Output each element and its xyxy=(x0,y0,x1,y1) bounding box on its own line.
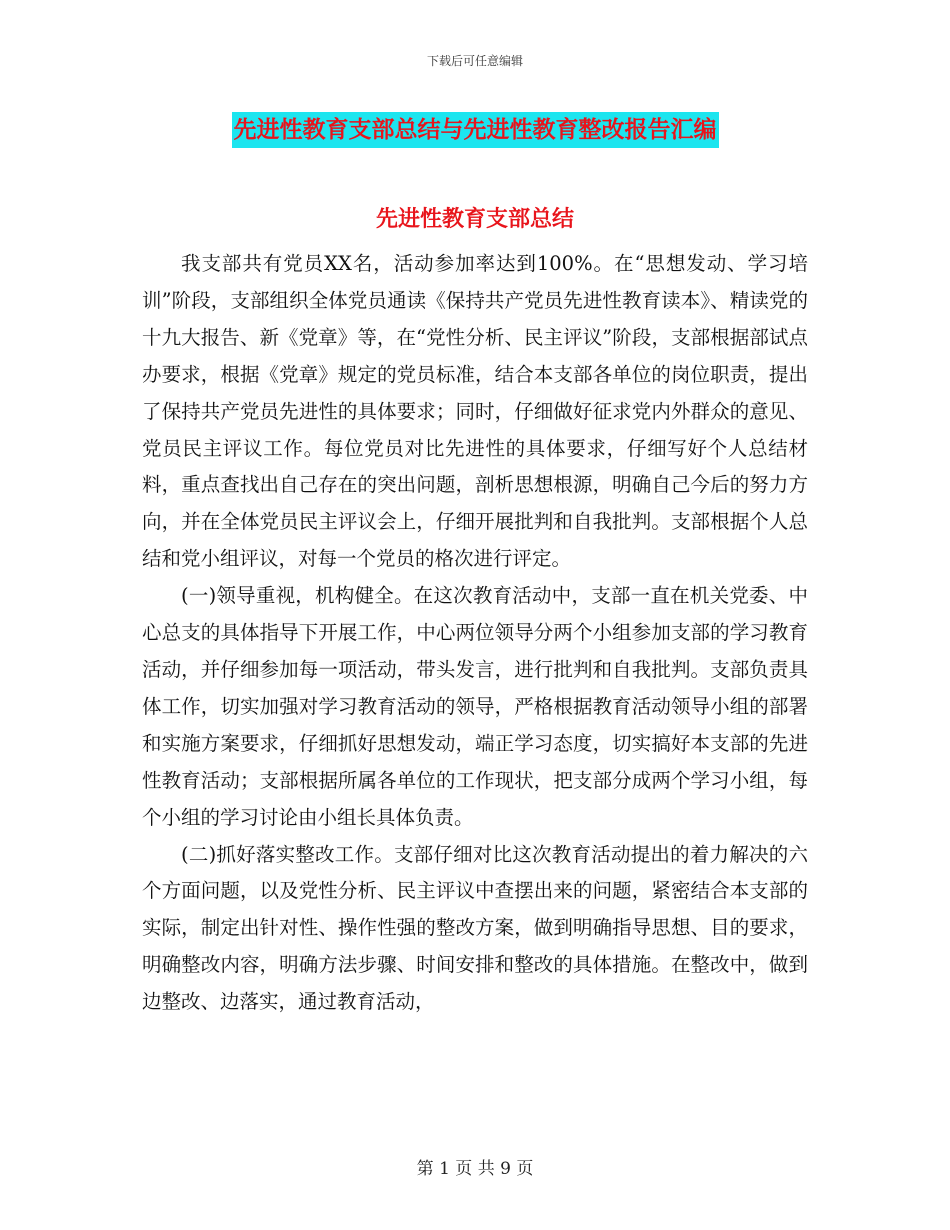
paragraph-1: 我支部共有党员XX名，活动参加率达到100%。在“思想发动、学习培训”阶段，支部组织全体党员通读《保持共产党员先进性教育读本》、精读党的十九大报告、新《党章》等，在“党性分析、民主评议”阶段，支部根据部试点办要求，根据《党章》规定的党员标准，结合本支部各单位的岗位职责，提出了保持共产党员先进性的具体要求；同时，仔细做好征求党内外群众的意见、党员民主评议工作。每位党员对比先进性的具体要求，仔细写好个人总结材料，重点查找出自己存在的突出问题，剖析思想根源，明确自己今后的努力方向，并在全体党员民主评议会上，仔细开展批判和自我批判。支部根据个人总结和党小组评议，对每一个党员的格次进行评定。 xyxy=(142,252,808,571)
document-body xyxy=(142,246,808,1021)
document-title: 先进性教育支部总结与先进性教育整改报告汇编 xyxy=(232,112,719,148)
section-title: 先进性教育支部总结 xyxy=(375,207,574,232)
paragraph-2: (一)领导重视，机构健全。在这次教育活动中，支部一直在机关党委、中心总支的具体指导下开展工作，中心两位领导分两个小组参加支部的学习教育活动，并仔细参加每一项活动，带头发言，进行批判和自我批判。支部负责具体工作，切实加强对学习教育活动的领导，严格根据教育活动领导小组的部署和实施方案要求，仔细抓好思想发动，端正学习态度，切实搞好本支部的先进性教育活动；支部根据所属各单位的工作现状，把支部分成两个学习小组，每个小组的学习讨论由小组长具体负责。 xyxy=(142,584,808,829)
page-footer: 第 1 页 共 9 页 xyxy=(416,1159,534,1179)
main-title-container xyxy=(0,112,950,148)
paragraph-3: (二)抓好落实整改工作。支部仔细对比这次教育活动提出的着力解决的六个方面问题，以及党性分析、民主评议中查摆出来的问题，紧密结合本支部的实际，制定出针对性、操作性强的整改方案，做到明确指导思想、目的要求，明确整改内容，明确方法步骤、时间安排和整改的具体措施。在整改中，做到边整改、边落实，通过教育活动， xyxy=(142,842,808,1014)
page-header-note: 下载后可任意编辑 xyxy=(426,54,523,68)
